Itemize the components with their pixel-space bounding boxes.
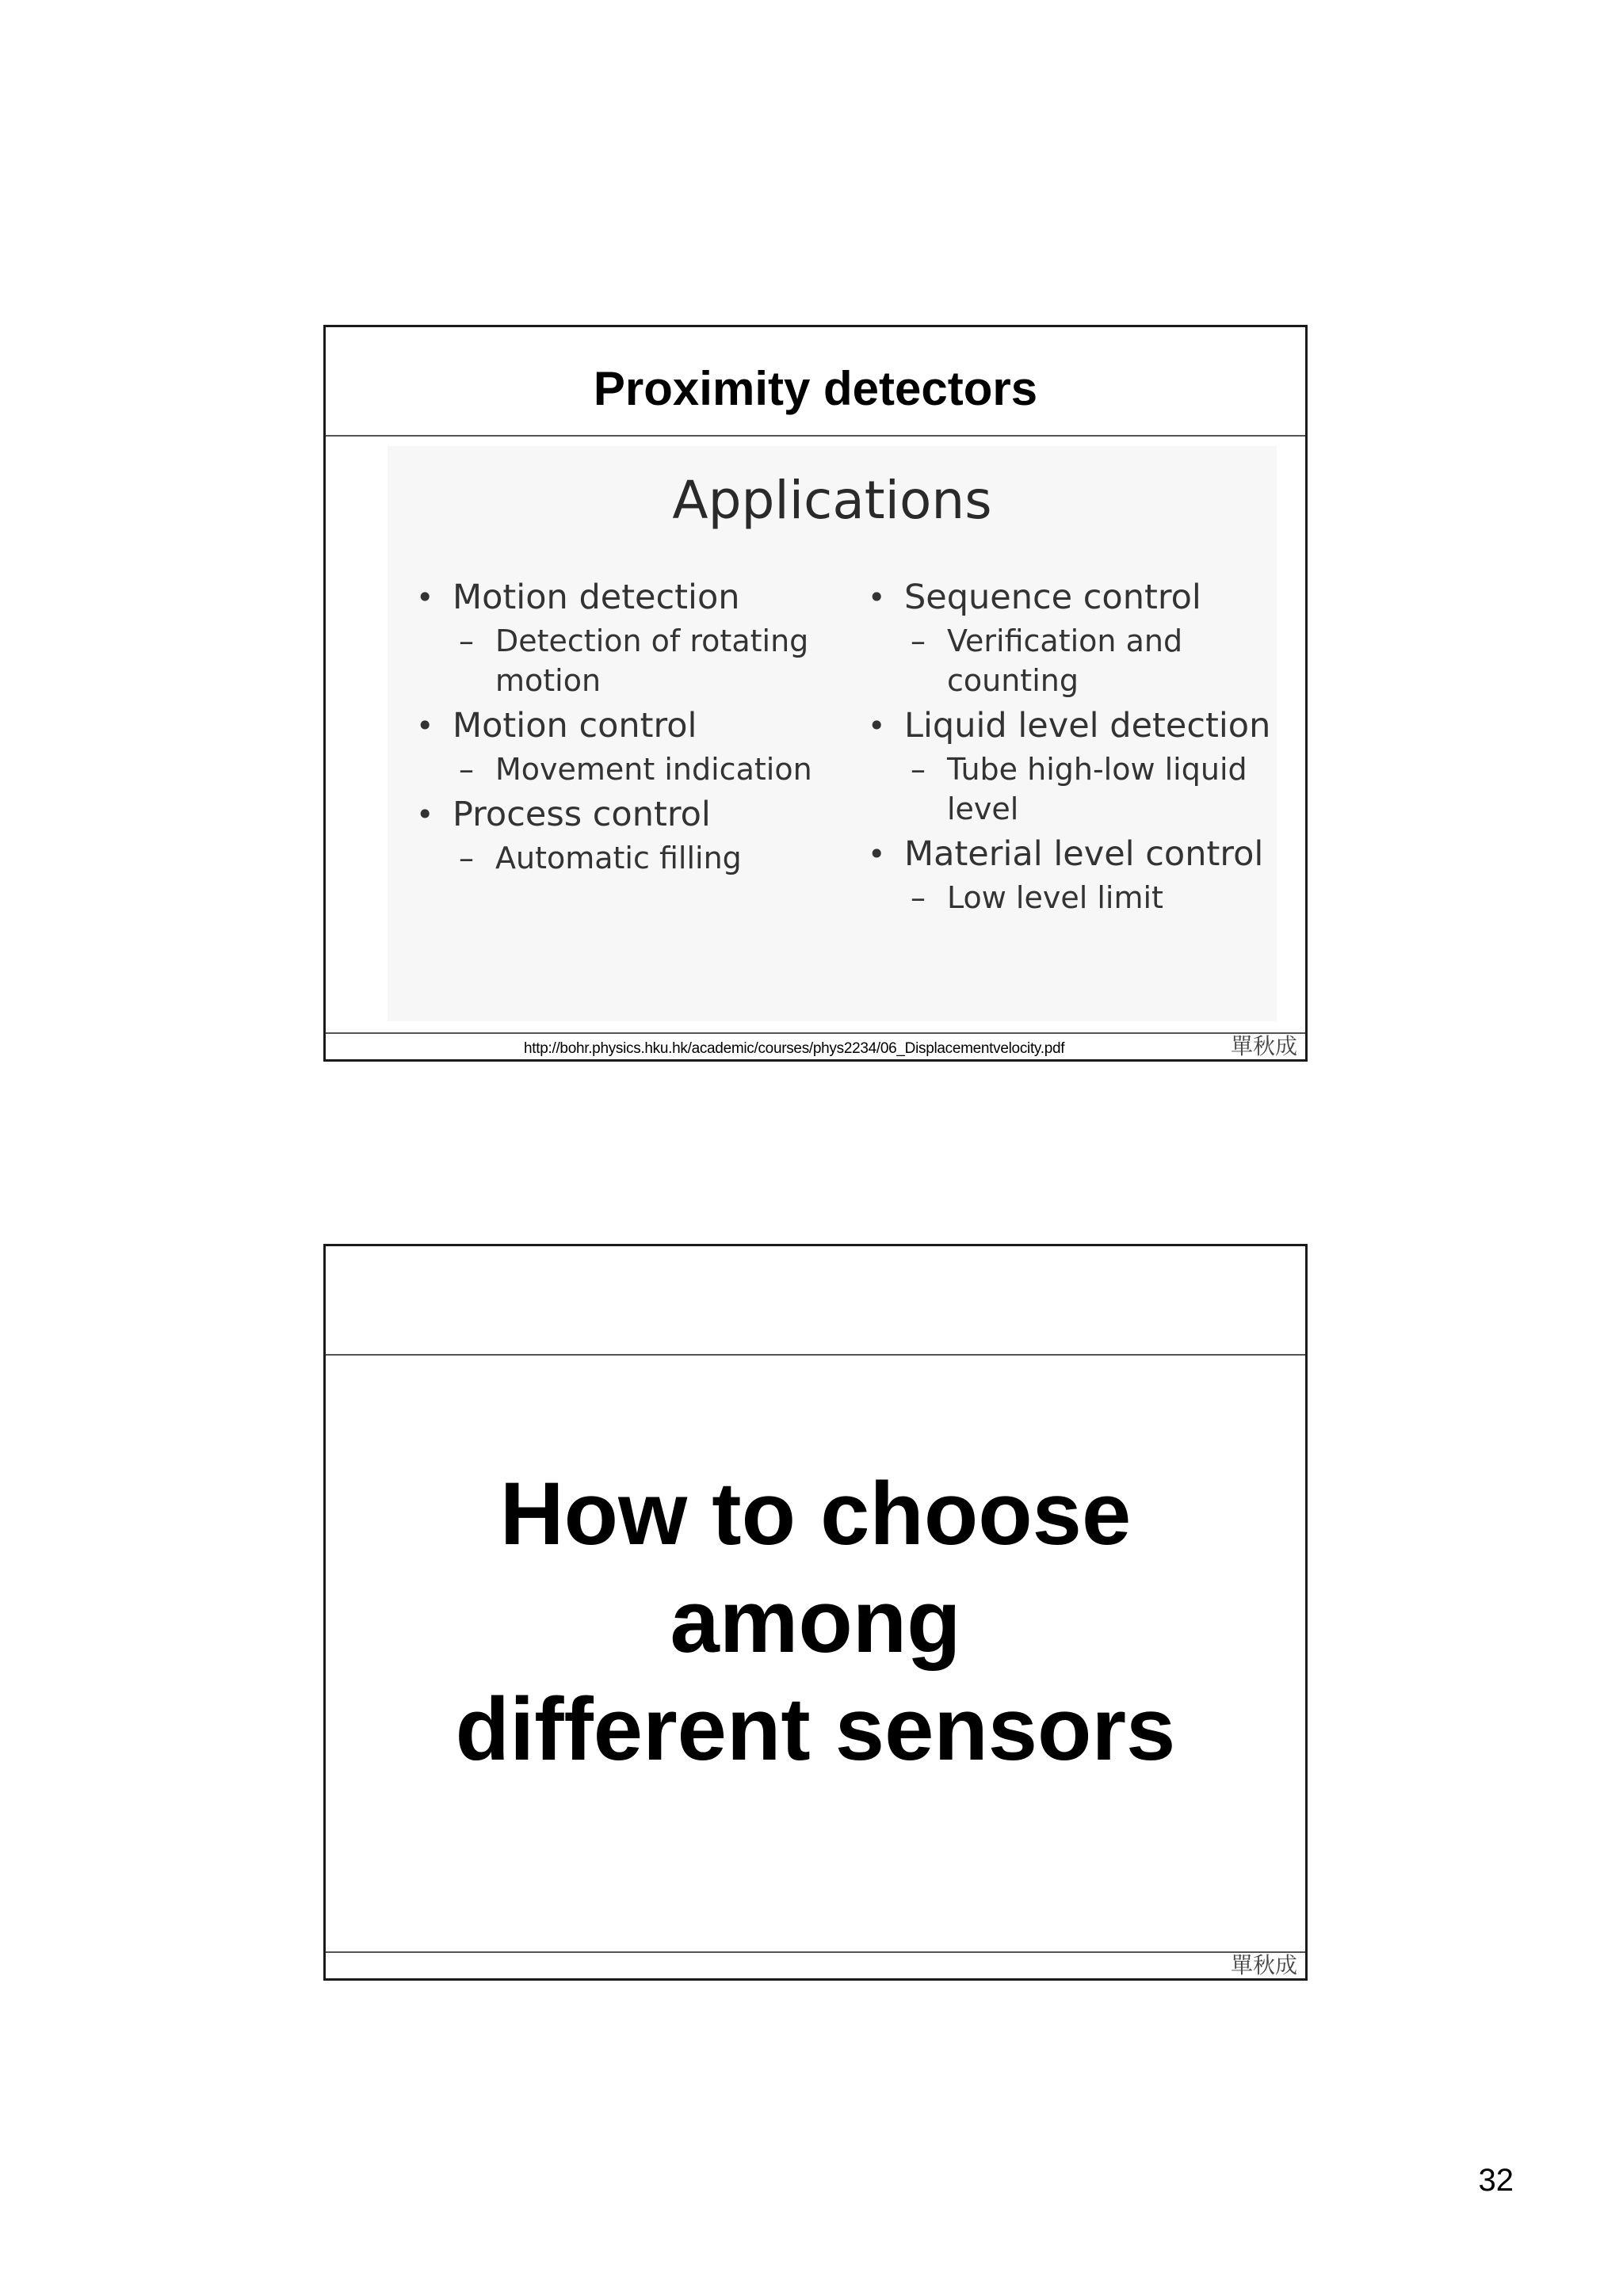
right-bullet-column: [863, 577, 1275, 922]
slide-title-bar: [326, 327, 1305, 437]
section-heading-line: How to choose: [499, 1464, 1132, 1563]
sub-bullet-item: – Automatic filling: [411, 838, 839, 878]
bullet-item: • Process control: [411, 794, 839, 835]
source-url: http://bohr.physics.hku.hk/academic/courses/phys2234/06_Displacementvelocity.pdf: [524, 1040, 1065, 1057]
slide-footer: [326, 1032, 1305, 1059]
bullet-item: • Sequence control: [863, 577, 1275, 618]
slide-title-bar: [326, 1246, 1305, 1356]
sub-bullet-item: – Detection of rotating motion: [411, 621, 839, 700]
slide-title: Proximity detectors: [593, 361, 1038, 415]
sub-bullet-item: – Tube high-low liquid level: [863, 749, 1275, 829]
slide-proximity-detectors: [323, 325, 1308, 1062]
slide-choosing-sensors: [323, 1244, 1308, 1981]
left-bullet-column: [411, 577, 839, 883]
embedded-slide-image: [388, 446, 1277, 1021]
page-number: 32: [1478, 2163, 1514, 2198]
bullet-item: • Material level control: [863, 833, 1275, 875]
author-name: 單秋成: [1230, 1952, 1297, 1978]
section-heading-line: among: [670, 1572, 961, 1671]
slide-footer: [326, 1951, 1305, 1978]
bullet-item: • Liquid level detection: [863, 705, 1275, 746]
author-name: 單秋成: [1230, 1033, 1297, 1059]
bullet-item: • Motion control: [411, 705, 839, 746]
sub-bullet-item: – Low level limit: [863, 878, 1275, 917]
sub-bullet-item: – Movement indication: [411, 749, 839, 789]
bullet-item: • Motion detection: [411, 577, 839, 618]
section-heading-line: different sensors: [455, 1680, 1176, 1779]
inner-slide-heading: Applications: [672, 470, 992, 531]
sub-bullet-item: – Verification and counting: [863, 621, 1275, 700]
section-heading: [326, 1460, 1305, 1783]
